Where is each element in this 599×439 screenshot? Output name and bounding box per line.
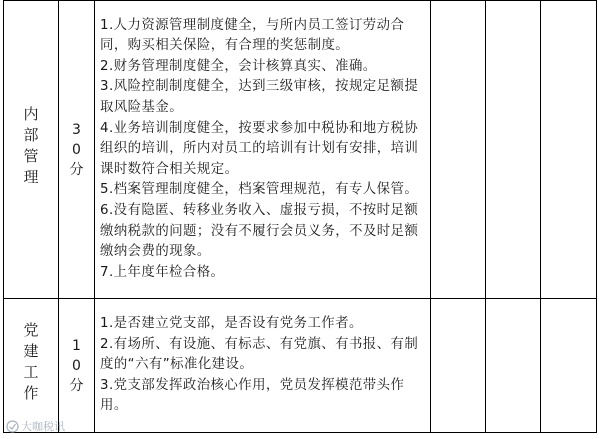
blank-cell xyxy=(431,1,486,299)
watermark xyxy=(6,418,65,434)
blank-cell xyxy=(486,299,541,433)
score-label: 10分 xyxy=(69,337,84,394)
blank-cell xyxy=(431,299,486,433)
criteria-item: 1.人力资源管理制度健全，与所内员工签订劳动合同，购买相关保险，有合理的奖惩制度。 xyxy=(100,17,405,54)
criteria-item: 3.党支部发挥政治核心作用，党员发挥模范带头作用。 xyxy=(100,377,405,414)
table-row-internal-management xyxy=(4,1,597,299)
evaluation-table xyxy=(3,0,597,433)
criteria-cell xyxy=(95,299,431,433)
category-label: 党建工作 xyxy=(21,321,40,406)
criteria-cell xyxy=(95,1,431,299)
criteria-item: 6.没有隐匿、转移业务收入、虚报亏损，不按时足额缴纳税款的问题；没有不履行会员义务，不及时足额缴纳会费的现象。 xyxy=(100,202,419,260)
criteria-item: 1.是否建立党支部，是否设有党务工作者。 xyxy=(100,316,363,332)
table-row-party-building xyxy=(4,299,597,433)
category-cell xyxy=(4,1,59,299)
criteria-item: 4.业务培训制度健全，按要求参加中税协和地方税协组织的培训，所内对员工的培训有计划有安排，培训课时数符合相关规定。 xyxy=(100,120,419,177)
category-label: 内部管理 xyxy=(21,105,40,190)
category-cell xyxy=(4,299,59,433)
score-label: 30分 xyxy=(69,121,84,178)
blank-cell xyxy=(486,1,541,299)
score-cell xyxy=(59,1,95,299)
blank-cell xyxy=(541,1,597,299)
blank-cell xyxy=(541,299,597,433)
watermark-logo-icon xyxy=(6,420,19,433)
score-cell xyxy=(59,299,95,433)
watermark-text: 大咖税讯 xyxy=(21,420,65,433)
criteria-item: 2.财务管理制度健全，会计核算真实、准确。 xyxy=(100,58,377,74)
criteria-item: 5.档案管理制度健全，档案管理规范，有专人保管。 xyxy=(100,182,419,198)
criteria-item: 2.有场所、有设施、有标志、有党旗、有书报、有制度的“六有”标准化建设。 xyxy=(100,336,419,373)
criteria-item: 3.风险控制制度健全，达到三级审核，按规定足额提取风险基金。 xyxy=(100,79,419,116)
criteria-item: 7.上年度年检合格。 xyxy=(100,264,225,280)
